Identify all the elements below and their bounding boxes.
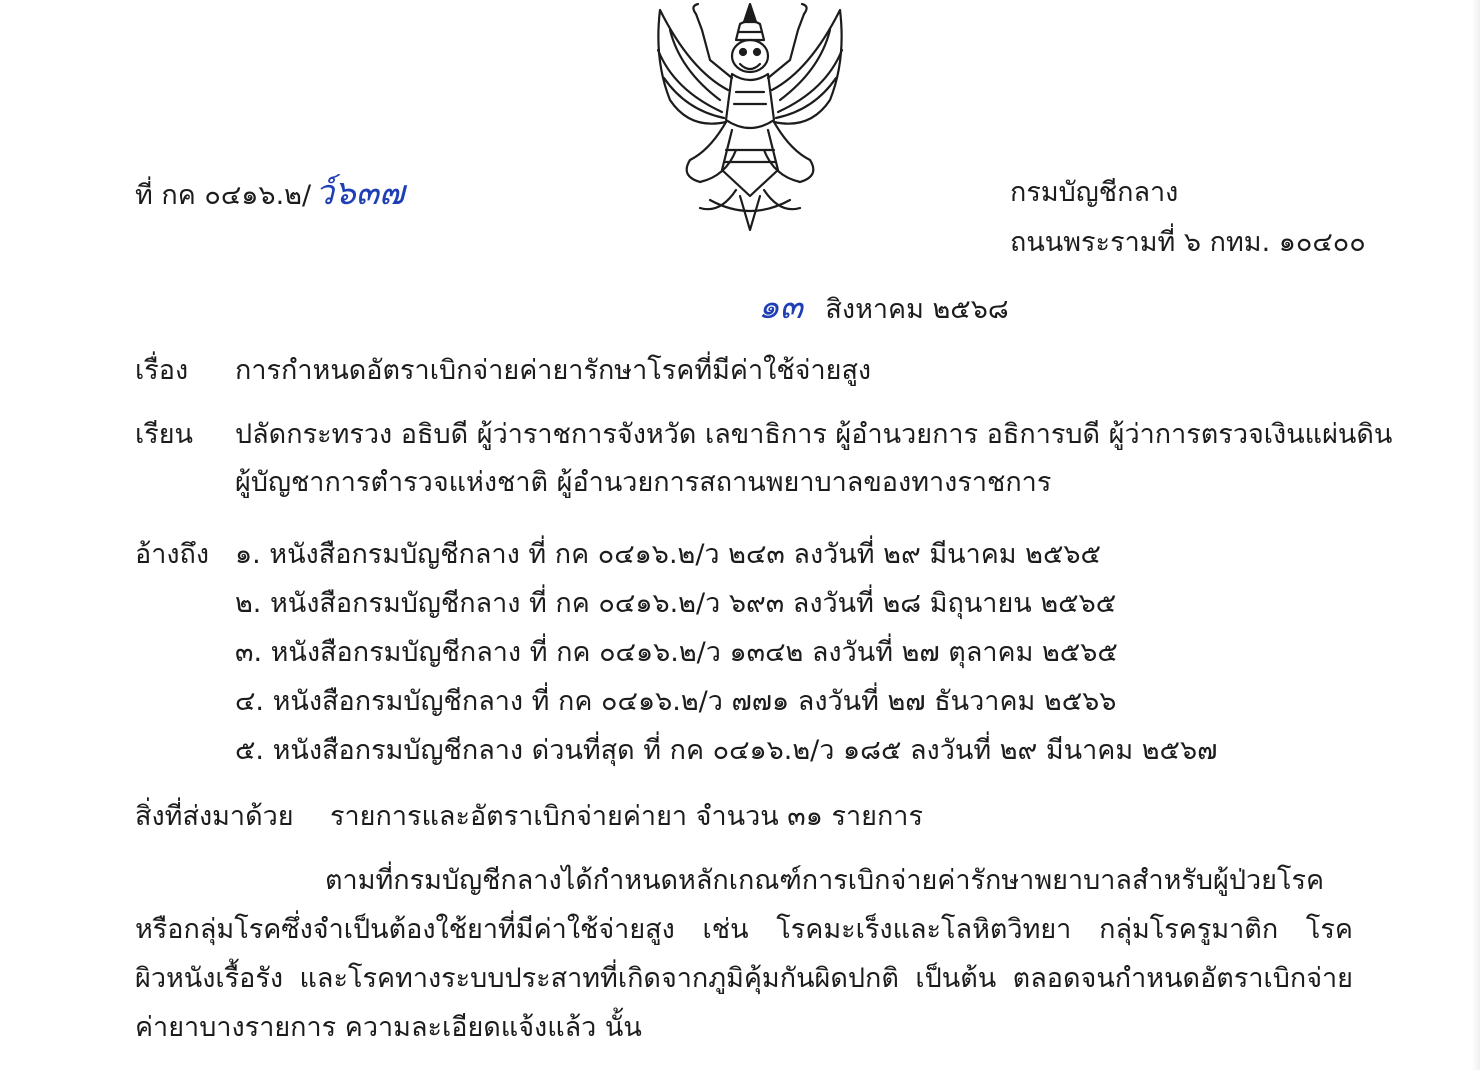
addressee-label: เรียน [135,419,194,450]
document-number-handwritten: ว์๖๓๗ [315,173,405,213]
body-paragraph [135,856,1353,1052]
date-month-year: สิงหาคม ๒๕๖๘ [825,294,1009,325]
reference-item: ๕. หนังสือกรมบัญชีกลาง ด่วนที่สุด ที่ กค ๐๔๑๖.๒/ว ๑๘๕ ลงวันที่ ๒๙ มีนาคม ๒๕๖๗ [235,735,1218,766]
references-label: อ้างถึง [135,539,210,570]
document-number-prefix: ที่ กค ๐๔๑๖.๒/ [135,180,312,211]
body-paragraph-text: ตามที่กรมบัญชีกลางได้กำหนดหลักเกณฑ์การเบิกจ่ายค่ารักษาพยาบาลสำหรับผู้ป่วยโรคหรือกลุ่มโรคซึ่งจำเป็นต้องใช้ยาที่มีค่าใช้จ่ายสูง เช่น โรคมะเร็งและโลหิตวิทยา กลุ่มโรครูมาติก โรคผิวหนังเรื้อรัง และโรคทางระบบประสาทที่เกิดจากภูมิคุ้มกันผิดปกติ เป็นต้น ตลอดจนกำหนดอัตราเบิกจ่ายค่ายาบางรายการ ความละเอียดแจ้งแล้ว นั้น [135,865,1353,1043]
date-day-handwritten: ๑๓ [758,287,803,327]
scan-edge [1472,0,1480,1070]
addressee-line-2: ผู้บัญชาการตำรวจแห่งชาติ ผู้อำนวยการสถานพยาบาลของทางราชการ [235,467,1052,498]
subject-text: การกำหนดอัตราเบิกจ่ายค่ายารักษาโรคที่มีค่าใช้จ่ายสูง [235,355,872,386]
document-date [758,287,1009,327]
reference-item: ๓. หนังสือกรมบัญชีกลาง ที่ กค ๐๔๑๖.๒/ว ๑๓๔๒ ลงวันที่ ๒๗ ตุลาคม ๒๕๖๕ [235,637,1118,668]
organization-address: ถนนพระรามที่ ๖ กทม. ๑๐๔๐๐ [1010,227,1366,258]
organization-name: กรมบัญชีกลาง [1010,177,1179,208]
reference-item: ๔. หนังสือกรมบัญชีกลาง ที่ กค ๐๔๑๖.๒/ว ๗๗๑ ลงวันที่ ๒๗ ธันวาคม ๒๕๖๖ [235,686,1117,717]
document-number [135,173,405,213]
reference-item: ๒. หนังสือกรมบัญชีกลาง ที่ กค ๐๔๑๖.๒/ว ๖๙๓ ลงวันที่ ๒๘ มิถุนายน ๒๕๖๕ [235,588,1117,619]
enclosure-text: รายการและอัตราเบิกจ่ายค่ายา จำนวน ๓๑ รายการ [330,801,923,832]
garuda-emblem-icon [640,0,860,232]
enclosure-label: สิ่งที่ส่งมาด้วย [135,801,294,832]
addressee-line-1: ปลัดกระทรวง อธิบดี ผู้ว่าราชการจังหวัด เลขาธิการ ผู้อำนวยการ อธิการบดี ผู้ว่าการตรวจเงินแผ่นดิน [235,419,1393,450]
subject-label: เรื่อง [135,355,189,386]
reference-item: ๑. หนังสือกรมบัญชีกลาง ที่ กค ๐๔๑๖.๒/ว ๒๔๓ ลงวันที่ ๒๙ มีนาคม ๒๕๖๕ [235,539,1101,570]
